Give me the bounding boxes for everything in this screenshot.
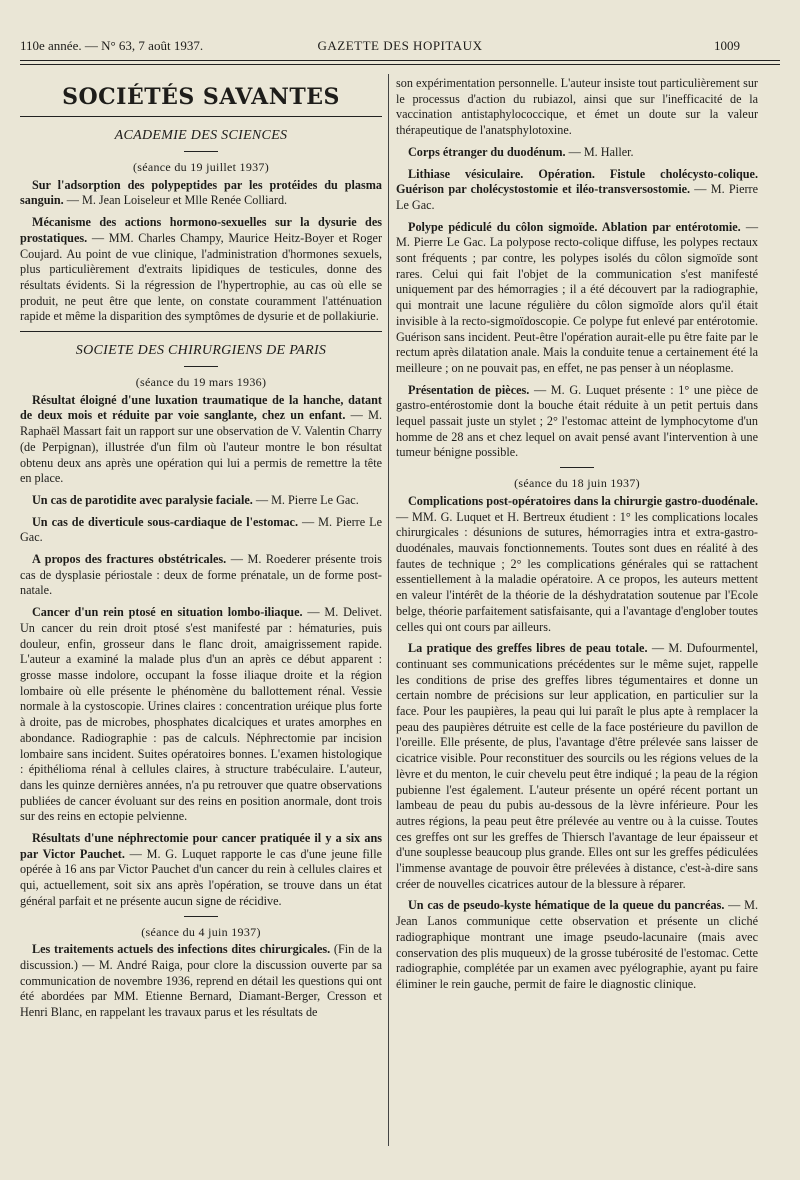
- page-number: 1009: [714, 38, 740, 53]
- divider: [184, 151, 218, 152]
- report-body: — M. G. Luquet présente : 1° une pièce de gastro-entérostomie dont la bouche était réduite à un petit pertuis dans lequel passait juste un stylet ; 2° l'estomac atteint de lymphocytome d'un homme de 28 ans et chez lequel on avait pensé avant l'intervention à une tumeur bénigne possible.: [396, 382, 758, 460]
- report-body: — M. Dufourmentel, continuant ses communications précédentes sur le même sujet, rappelle les conditions de prise des greffes libres tégumentaires et donne un certain nombre de précisions sur leur application, en particulier sur la face. Pour les paupières, la peau qui lui paraît le plus apte à remplacer la peau des paupières détruite est celle de la face postérieure du pavillon de l'oreille. Elle présente, de plus, l'avantage d'être prélevée sans laisser de cicatrice visible. Pour reconstituer des sourcils ou les régions velues de la lèvre et du menton, le cuir chevelu peut être indiqué ; la peau de la région pubienne l'est également. L'auteur présente un opéré récent portant un lambeau de peau du pubis au-dessous de la lèvre inférieure. Pour les autres régions, la peau peut être prélevée au ventre ou à la cuisse. Toutes ces greffes ont sur les greffes de Thiersch l'avantage de leur épaisseur et d'une souplesse beaucoup plus grande. Elles ont sur les greffes pédiculées l'immense avantage de pouvoir être prélevées à distance, c'est-à-dire sans créer de nouvelles cicatrices autour de la blessure à réparer.: [396, 641, 759, 891]
- report-body: — M. Haller.: [565, 144, 634, 159]
- journal-title: GAZETTE DES HOPITAUX: [317, 38, 483, 53]
- section-rule: [20, 116, 382, 117]
- divider: [184, 366, 218, 367]
- right-column: [396, 76, 758, 999]
- report-title: Cancer d'un rein ptosé en situation lombo-iliaque.: [32, 605, 303, 620]
- report-body: — M. Pierre Le Gac.: [20, 514, 382, 545]
- report-body: — M. G. Luquet rapporte le cas d'une jeune fille opérée à 16 ans par Victor Pauchet d'un cancer du rein à cellules claires et qui, actuellement, soit six ans après l'opération, se trouve dans un état général parfait et ne présente aucun signe de récidive.: [20, 846, 382, 908]
- report-body: — M. Pierre Le Gac.: [396, 182, 759, 212]
- report-item: [396, 898, 758, 992]
- report-body: — M. Pierre Le Gac.: [252, 492, 359, 507]
- header-rule-top: [20, 60, 780, 61]
- report-item: [20, 942, 382, 1021]
- report-item: [396, 167, 758, 214]
- report-body: — M. Jean Lanos communique cette observation et présente un cliché radiographique montrant une image pseudo-lacunaire (mais avec conservation des plis muqueux) de la grosse tubérosité de l'estomac. Cette radiographie, complétée par un examen avec pyélographie, ayant pu faire éliminer le rein gauche, permit de faire le diagnostic clinique.: [396, 898, 759, 991]
- section-rule: [20, 331, 382, 332]
- report-title: Mécanisme des actions hormono-sexuelles sur la dysurie des prostatiques.: [20, 215, 382, 245]
- report-title: Un cas de parotidite avec paralysie faciale.: [32, 492, 253, 507]
- header-rule-bottom: [20, 64, 780, 65]
- report-item: [396, 220, 758, 377]
- divider: [184, 916, 218, 917]
- report-body: — M. Jean Loiseleur et Mlle Renée Colliard.: [63, 193, 288, 208]
- seance-date: (séance du 19 mars 1936): [135, 375, 267, 390]
- society-academie: ACADEMIE DES SCIENCES: [114, 128, 288, 143]
- report-title: Corps étranger du duodénum.: [408, 144, 566, 159]
- report-item: [20, 215, 382, 325]
- report-title: Les traitements actuels des infections dites chirurgicales.: [32, 942, 331, 957]
- page-header: [20, 38, 780, 60]
- report-body-start: (Fin de la discussion.) — M. André Raiga, pour clore la discussion ouverte par sa communication de novembre 1936, reprend en détail les questions qui ont été abordées par MM. Etienne Bernard, Diamant-Berger, Cresson et Henri Blanc, en rappelant les travaux parus et les résultats de: [20, 942, 382, 1020]
- seance-date: (séance du 19 juillet 1937): [132, 160, 270, 174]
- report-title: Présentation de pièces.: [408, 382, 530, 397]
- report-body: — MM. Charles Champy, Maurice Heitz-Boyer et Roger Coujard. Au point de vue clinique, l'administration d'hormones sexuels, plus particulièrement d'extraits lipidiques de testicules, donne des résultats évidents. Si la régression de l'hypertrophie, au cas où elle se produit, ne peut être que lente, on constate couramment l'atténuation rapide et même la disparition des symptômes de dysurie et de pollakiurie.: [20, 230, 382, 324]
- report-title: Polype pédiculé du côlon sigmoïde. Ablation par entérotomie.: [408, 219, 741, 234]
- report-title: Lithiase vésiculaire. Opération. Fistule cholécysto-colique. Guérison par cholécystostomie et iléo-transversostomie.: [396, 166, 758, 197]
- report-item: [396, 383, 758, 462]
- report-item: [20, 605, 382, 825]
- column-divider: [388, 74, 389, 1146]
- report-item: [396, 641, 758, 892]
- report-body: — M. Delivet. Un cancer du rein droit ptosé s'est manifesté par : hématuries, puis douleur, enfin, grosseur dans le flanc droit, amaigrissement rapide. L'auteur a examiné la malade plus d'un an après ce début apparent : grosse masse indolore, occupant la fosse iliaque droite et la région lombaire où elle présente le phénomène du ballottement rénal. Vessie normale à la cystoscopie. Urines claires : concentration uréique plus forte à droite, pas de microbes, phosphates dicalciques et urates amorphes en abondance. Radiographie : pas de calculs. Néphrectomie par incision lombaire sans incident. Suites opératoires bonnes. L'examen histologique : épithélioma rénal à cellules claires, à structure trabéculaire. L'auteur, dans les quinze dernières années, n'a pu retrouver que quatre observations publiées de cancer évoluant sur des reins en position anormale, dont trois sur des reins en ectopie pelvienne.: [20, 605, 382, 824]
- report-title: Un cas de diverticule sous-cardiaque de l'estomac.: [32, 514, 298, 529]
- issue-info: 110e année. — N° 63, 7 août 1937.: [20, 38, 204, 53]
- report-title: Un cas de pseudo-kyste hématique de la queue du pancréas.: [408, 898, 725, 913]
- section-title: SOCIÉTÉS SAVANTES: [62, 84, 340, 110]
- report-item: [20, 552, 382, 599]
- report-body: — M. Raphaël Massart fait un rapport sur une observation de V. Valentin Charry (de Perpignan), illustrée d'un film où l'auteur montre le bon résultat obtenu deux ans après une opération qui lui a permis de remettre la tête en place.: [20, 408, 382, 486]
- report-body: — M. Pierre Le Gac. La polypose recto-colique diffuse, les polypes rectaux sont fréquents ; par contre, les polypes isolés du côlon sigmoïde sont rares. Celui qui fait l'objet de la communication s'est manifesté uniquement par des hémorragies ; il a été découvert par la radiographie, qui montrait une lacune régulière du côlon sigmoïde alors qu'il était invisible à la recto-sigmoïdoscopie. Ce polype fut enlevé par entérotomie. Guérison sans incident. Peut-être l'opération aurait-elle pu être faite par le rectum après dilatation anale. Mais la conduite tenue a certainement été la meilleure ; on ne pouvait pas, en effet, ne pas penser à un néoplasme.: [396, 219, 759, 375]
- report-title: Complications post-opératoires dans la chirurgie gastro-duodénale.: [408, 493, 758, 508]
- report-item: [20, 831, 382, 910]
- divider: [560, 467, 594, 468]
- report-body: — MM. G. Luquet et H. Bertreux étudient : 1° les complications locales chirurgicales : désunions de sutures, hémorragies intra et extra-gastro-duodénales, mauvais fonctionnements. Toutes sont dues en réalité à des fautes de technique ; 2° les complications générales qui se rattachent essentiellement à la maladie opératoire. A ce propos, les auteurs mettent en valeur l'intérêt de la théorie de la déshydratation soutenue par l'Ecole belge, théorie parfaitement satisfaisante, qui a l'avantage d'englober toutes celles qui ont cours par ailleurs.: [396, 509, 758, 634]
- report-continuation: [396, 76, 758, 139]
- report-item: [20, 178, 382, 209]
- seance-date: (séance du 18 juin 1937): [514, 476, 640, 491]
- report-item: [396, 145, 758, 161]
- report-title: Sur l'adsorption des polypeptides par les protéides du plasma sanguin.: [20, 177, 382, 208]
- report-body: — M. Roederer présente trois cas de dysplasie périostale : deux de forme prénatale, un de forme post-natale.: [20, 552, 382, 598]
- report-title: Résultats d'une néphrectomie pour cancer pratiquée il y a six ans par Victor Pauchet.: [20, 831, 382, 861]
- left-column: [20, 76, 382, 1021]
- report-item: [396, 494, 758, 635]
- report-item: [20, 515, 382, 546]
- report-body-end: son expérimentation personnelle. L'auteur insiste tout particulièrement sur le processus d'action du rubiazol, ainsi que sur l'inefficacité de la vaccination antistaphylococcique, et émet un doute sur la valeur thérapeutique de l'anatsphylotoxine.: [396, 76, 758, 138]
- report-title: La pratique des greffes libres de peau totale.: [408, 641, 648, 656]
- society-chirurgiens: SOCIETE DES CHIRURGIENS DE PARIS: [75, 343, 327, 359]
- report-item: [20, 393, 382, 487]
- report-title: Résultat éloigné d'une luxation traumatique de la hanche, datant de deux mois et réduite par voie sanglante, chez un enfant.: [20, 392, 382, 423]
- report-item: [20, 493, 382, 509]
- seance-date: (séance du 4 juin 1937): [141, 924, 261, 939]
- report-title: A propos des fractures obstétricales.: [32, 552, 227, 567]
